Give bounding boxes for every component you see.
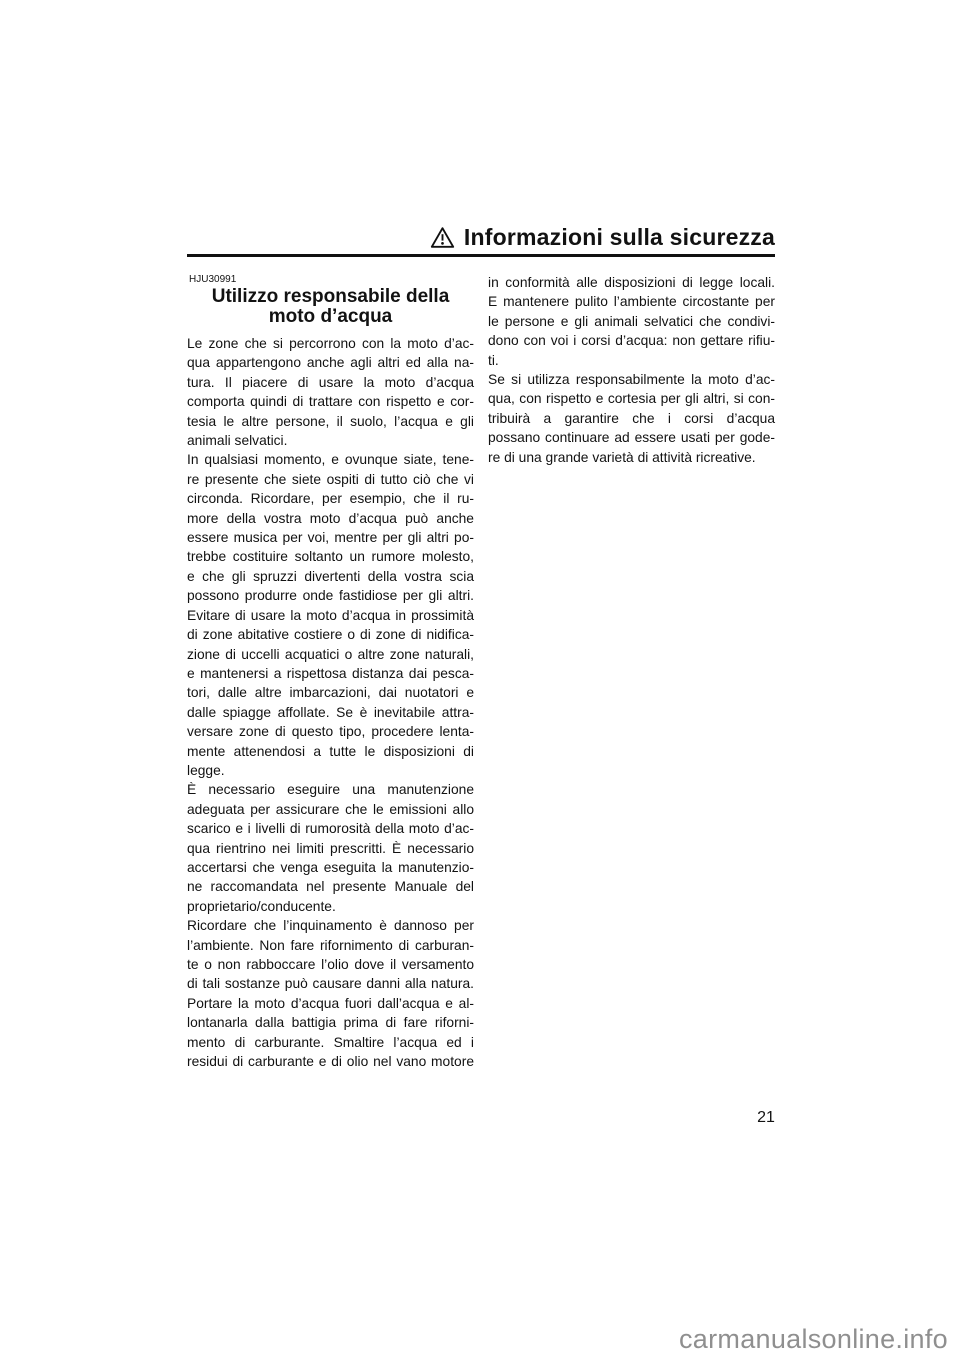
text-columns bbox=[187, 273, 775, 1071]
text-line: comporta quindi di trattare con rispetto e cor- bbox=[187, 394, 474, 410]
text-line: more della vostra moto d’acqua può anche bbox=[187, 510, 474, 526]
text-line: tura. Il piacere di usare la moto d’acqua bbox=[187, 374, 474, 390]
text-line: essere musica per voi, mentre per gli altri po- bbox=[187, 530, 474, 546]
text-line: le persone e gli animali selvatici che condivi- bbox=[488, 313, 775, 329]
left-column bbox=[187, 273, 474, 1071]
right-column-text bbox=[488, 273, 775, 467]
text-line: Portare la moto d’acqua fuori dall’acqua e al- bbox=[187, 995, 474, 1011]
text-line: circonda. Ricordare, per esempio, che il ru- bbox=[187, 491, 474, 507]
text-line: mento di carburante. Smaltire l’acqua ed i bbox=[187, 1034, 474, 1050]
text-line: Evitare di usare la moto d’acqua in prossimità bbox=[187, 607, 474, 623]
section-title-line2: moto d’acqua bbox=[268, 306, 393, 327]
text-line: qua appartengono anche agli altri ed alla na- bbox=[187, 355, 474, 371]
text-line: E mantenere pulito l’ambiente circostante per bbox=[488, 294, 775, 310]
text-line: qua, con rispetto e cortesia per gli altri, si con- bbox=[488, 391, 775, 407]
text-line: possono produrre onde fastidiose per gli altri. bbox=[187, 588, 474, 604]
text-line: ti. bbox=[488, 352, 499, 368]
text-line: ne raccomandata nel presente Manuale del bbox=[187, 879, 474, 895]
text-line: re presente che siete ospiti di tutto ciò che vi bbox=[187, 471, 474, 487]
text-line: te o non rabboccare l’olio dove il versamento bbox=[187, 957, 474, 972]
text-line: lontanarla dalla battigia prima di fare riforni- bbox=[187, 1015, 474, 1031]
warning-triangle-icon bbox=[430, 226, 455, 249]
text-line: trebbe costituire soltanto un rumore molesto, bbox=[187, 549, 474, 565]
text-line: e mantenersi a rispettosa distanza dai pesca- bbox=[187, 665, 474, 681]
text-line: scarico e i livelli di rumorosità della moto d’ac- bbox=[187, 821, 474, 837]
text-line: re di una grande varietà di attività ricreative. bbox=[488, 449, 756, 465]
page-header bbox=[187, 224, 775, 257]
text-line: Se si utilizza responsabilmente la moto d’ac- bbox=[488, 372, 775, 388]
text-line: mente attenendosi a tutte le disposizioni di bbox=[187, 743, 474, 759]
text-line: In qualsiasi momento, e ovunque siate, tene- bbox=[187, 452, 474, 468]
text-line: zione di uccelli acquatici o altre zone naturali, bbox=[187, 646, 474, 662]
text-line: È necessario eseguire una manutenzione bbox=[187, 782, 474, 798]
text-line: dono con voi i corsi d’acqua: non gettare rifiu- bbox=[488, 333, 775, 349]
section-title-line1: Utilizzo responsabile della bbox=[211, 286, 450, 307]
text-line: residui di carburante e di olio nel vano motore bbox=[187, 1054, 474, 1070]
page-number: 21 bbox=[757, 1109, 775, 1126]
text-line: accertarsi che venga eseguita la manutenzio- bbox=[187, 859, 474, 875]
chapter-title: Informazioni sulla sicurezza bbox=[463, 224, 775, 250]
text-line: proprietario/conducente. bbox=[187, 898, 336, 914]
section-title bbox=[187, 287, 474, 327]
watermark-text: carmanualsonline.info bbox=[679, 1324, 948, 1354]
section-code: HJU30991 bbox=[189, 274, 237, 285]
text-line: dalle spiagge affollate. Se è inevitabile attra- bbox=[187, 704, 474, 720]
text-line: versare zone di questo tipo, procedere lenta- bbox=[187, 724, 474, 740]
text-line: tesia le altre persone, il suolo, l’acqua e gli bbox=[187, 413, 474, 429]
text-line: animali selvatici. bbox=[187, 433, 288, 449]
text-line: di zone abitative costiere o di zone di nidifica- bbox=[187, 627, 474, 643]
text-line: l’ambiente. Non fare rifornimento di carburan- bbox=[187, 937, 474, 953]
text-line: di tali sostanze può causare danni alla natura. bbox=[187, 976, 474, 992]
text-line: Ricordare che l’inquinamento è dannoso per bbox=[187, 918, 474, 934]
text-line: Le zone che si percorrono con la moto d’ac- bbox=[187, 336, 474, 351]
text-line: adeguata per assicurare che le emissioni allo bbox=[187, 801, 474, 817]
text-line: tribuirà a garantire che i corsi d’acqua bbox=[488, 410, 775, 426]
text-line: legge. bbox=[187, 762, 225, 778]
page-content bbox=[187, 224, 775, 1071]
text-line: possano continuare ad essere usati per gode- bbox=[488, 430, 775, 446]
text-line: e che gli spruzzi divertenti della vostra scia bbox=[187, 568, 474, 584]
text-line: in conformità alle disposizioni di legge locali. bbox=[488, 275, 775, 290]
text-line: qua rientrino nei limiti prescritti. È necessario bbox=[187, 840, 474, 856]
right-column bbox=[488, 273, 775, 1071]
text-line: tori, dalle altre imbarcazioni, dai nuotatori e bbox=[187, 685, 474, 701]
left-column-text bbox=[187, 334, 474, 1071]
